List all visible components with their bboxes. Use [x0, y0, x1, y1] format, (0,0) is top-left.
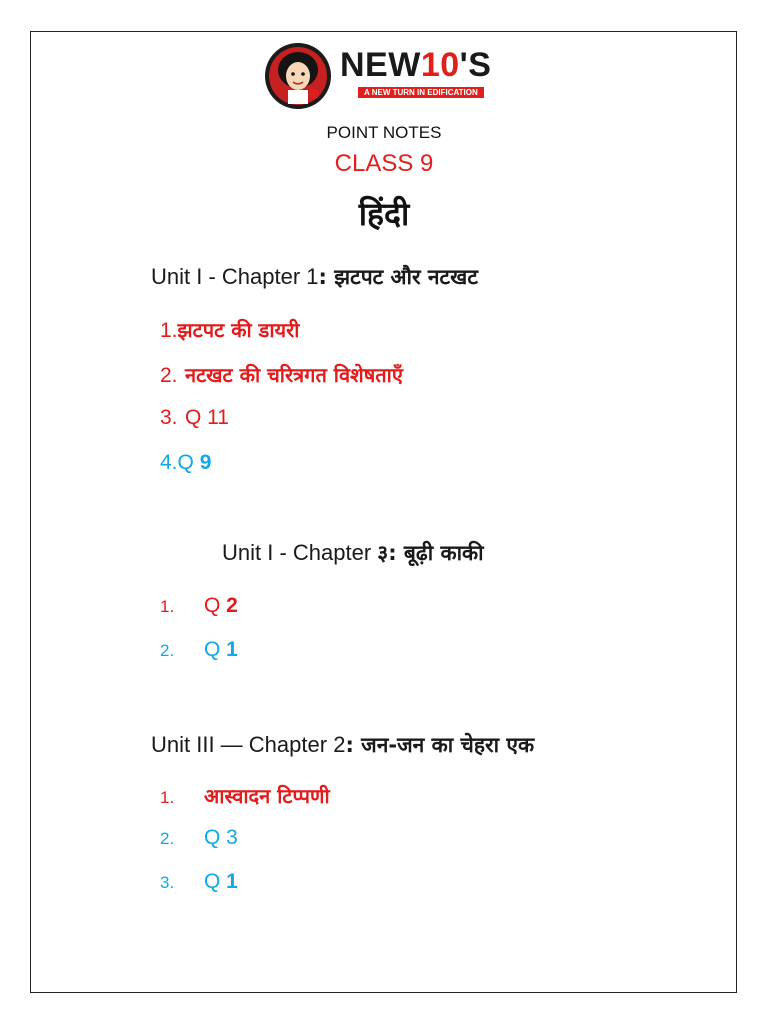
subject-title: हिंदी — [358, 195, 410, 233]
brand-logo — [262, 40, 522, 112]
section-heading-1: Unit I - Chapter 1: झटपट और नटखट — [151, 264, 478, 289]
list-item: 2. Q 1 — [160, 638, 238, 661]
point-notes-title: POINT NOTES — [326, 123, 442, 142]
list-item: 3. Q 11 — [160, 406, 229, 429]
mascot-icon — [262, 40, 334, 112]
list-item: 2. नटखट की चरित्रगत विशेषताएँ — [160, 363, 403, 387]
list-item: 1. आस्वादन टिप्पणी — [160, 784, 330, 808]
list-item: 2. Q 3 — [160, 826, 238, 849]
class-label: CLASS 9 — [334, 150, 434, 177]
section-heading-3: Unit III — Chapter 2: जन-जन का चेहरा एक — [151, 732, 535, 757]
list-item: 1. Q 2 — [160, 594, 238, 617]
list-item: 4.Q 9 — [160, 451, 212, 474]
list-item: 3. Q 1 — [160, 870, 238, 893]
brand-name: NEW10'S — [340, 46, 492, 84]
list-item: 1.झटपट की डायरी — [160, 318, 300, 342]
brand-tagline: A NEW TURN IN EDIFICATION — [358, 87, 484, 98]
section-heading-2: Unit I - Chapter ३: बूढ़ी काकी — [222, 540, 484, 565]
